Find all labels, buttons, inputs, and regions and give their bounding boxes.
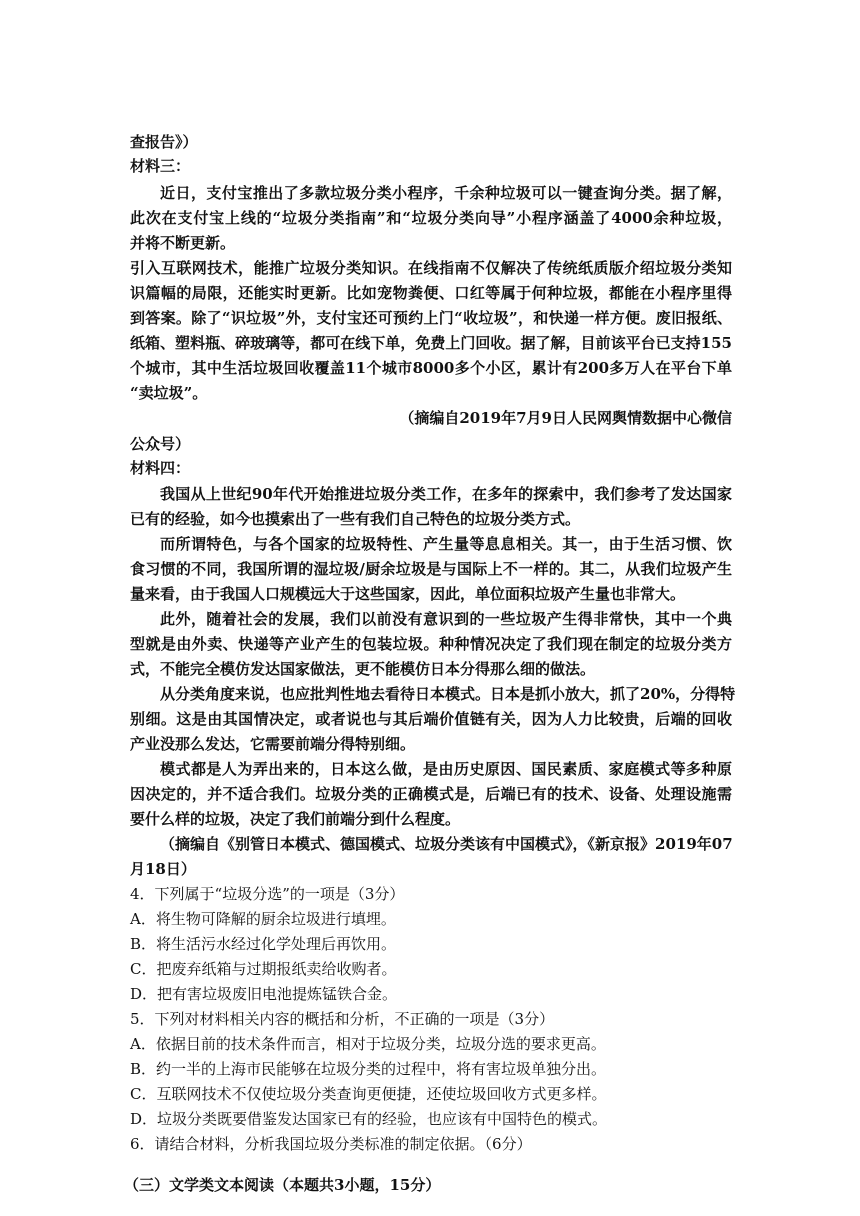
question-4-option-d: D．把有害垃圾废旧电池提炼锰铁合金。 — [130, 985, 398, 1003]
paragraph-line: 个城市，其中生活垃圾回收覆盖11个城市8000多个小区，累计有200多万人在平台下单 — [130, 359, 732, 377]
paragraph-line: “卖垃圾”。 — [130, 384, 208, 402]
paragraph-line: 引入互联网技术，能推广垃圾分类知识。在线指南不仅解决了传统纸质版介绍垃圾分类知 — [130, 259, 732, 277]
paragraph-line: 模式都是人为弄出来的，日本这么做，是由历史原因、国民素质、家庭模式等多种原 — [160, 760, 732, 778]
question-5: 5．下列对材料相关内容的概括和分析，不正确的一项是（3分） — [130, 1010, 555, 1028]
paragraph-line: 纸箱、塑料瓶、碎玻璃等，都可在线下单，免费上门回收。据了解，目前该平台已支持155 — [130, 334, 732, 352]
material-four-source-tail: 月18日） — [130, 860, 196, 878]
paragraph-line: 从分类角度来说，也应批判性地去看待日本模式。日本是抓小放大，抓了20%，分得特 — [160, 685, 736, 703]
paragraph-line: 因决定的，并不适合我们。垃圾分类的正确模式是，后端已有的技术、设备、处理设施需 — [130, 785, 732, 803]
material-four-source: （摘编自《别管日本模式、德国模式、垃圾分类该有中国模式》，《新京报》2019年07 — [160, 835, 733, 853]
paragraph-line: 此次在支付宝上线的“垃圾分类指南”和“垃圾分类向导”小程序涵盖了4000余种垃圾， — [130, 209, 732, 227]
question-6: 6．请结合材料，分析我国垃圾分类标准的制定依据。（6分） — [130, 1135, 532, 1153]
paragraph-line: 此外，随着社会的发展，我们以前没有意识到的一些垃圾产生得非常快，其中一个典 — [160, 610, 732, 628]
question-4-option-c: C．把废弃纸箱与过期报纸卖给收购者。 — [130, 960, 397, 978]
paragraph-line: 食习惯的不同，我国所谓的湿垃圾/厨余垃圾是与国际上不一样的。其二，从我们垃圾产生 — [130, 560, 732, 578]
question-4-option-a: A．将生物可降解的厨余垃圾进行填埋。 — [130, 910, 396, 928]
question-5-option-b: B．约一半的上海市民能够在垃圾分类的过程中，将有害垃圾单独分出。 — [130, 1060, 607, 1078]
paragraph-line: 型就是由外卖、快递等产业产生的包装垃圾。种种情况决定了我们现在制定的垃圾分类方 — [130, 635, 732, 653]
question-5-option-a: A．依据目前的技术条件而言，相对于垃圾分类，垃圾分选的要求更高。 — [130, 1035, 606, 1053]
question-5-option-c: C．互联网技术不仅使垃圾分类查询更便捷，还使垃圾回收方式更多样。 — [130, 1085, 607, 1103]
material-three-heading: 材料三： — [130, 157, 191, 175]
paragraph-line: 到答案。除了“识垃圾”外，支付宝还可预约上门“收垃圾”，和快递一样方便。废旧报纸、 — [130, 309, 732, 327]
question-4-option-b: B．将生活污水经过化学处理后再饮用。 — [130, 935, 397, 953]
material-three-source: （摘编自2019年7月9日人民网舆情数据中心微信 — [399, 409, 732, 427]
paragraph-line: 已有的经验，如今也摸索出了一些有我们自己特色的垃圾分类方式。 — [130, 510, 581, 528]
paragraph-line: 我国从上世纪90年代开始推进垃圾分类工作，在多年的探索中，我们参考了发达国家 — [160, 485, 732, 503]
question-4: 4．下列属于“垃圾分选”的一项是（3分） — [130, 885, 405, 903]
paragraph-line: 并将不断更新。 — [130, 234, 236, 252]
paragraph-line: 别细。这是由其国情决定，或者说也与其后端价值链有关，因为人力比较贵，后端的回收 — [130, 710, 732, 728]
paragraph-line: 要什么样的垃圾，决定了我们前端分到什么程度。 — [130, 810, 461, 828]
paragraph-line: 式，不能完全模仿发达国家做法，更不能模仿日本分得那么细的做法。 — [130, 660, 596, 678]
paragraph-line: 而所谓特色，与各个国家的垃圾特性、产生量等息息相关。其一，由于生活习惯、饮 — [160, 535, 732, 553]
material-three-source-tail: 公众号） — [130, 435, 191, 453]
paragraph-line: 近日，支付宝推出了多款垃圾分类小程序，千余种垃圾可以一键查询分类。据了解， — [160, 184, 732, 202]
paragraph-line: 产业没那么发达，它需要前端分得特别细。 — [130, 735, 416, 753]
section-heading-literary: （三）文学类文本阅读（本题共3小题，15分） — [124, 1176, 441, 1194]
paragraph-line: 识篇幅的局限，还能实时更新。比如宠物粪便、口红等属于何种垃圾，都能在小程序里得 — [130, 284, 732, 302]
paragraph-line: 量来看，由于我国人口规模远大于这些国家，因此，单位面积垃圾产生量也非常大。 — [130, 585, 686, 603]
question-5-option-d: D．垃圾分类既要借鉴发达国家已有的经验，也应该有中国特色的模式。 — [130, 1110, 608, 1128]
material-four-heading: 材料四： — [130, 459, 191, 477]
source-tail-line: 查报告》） — [130, 133, 198, 151]
